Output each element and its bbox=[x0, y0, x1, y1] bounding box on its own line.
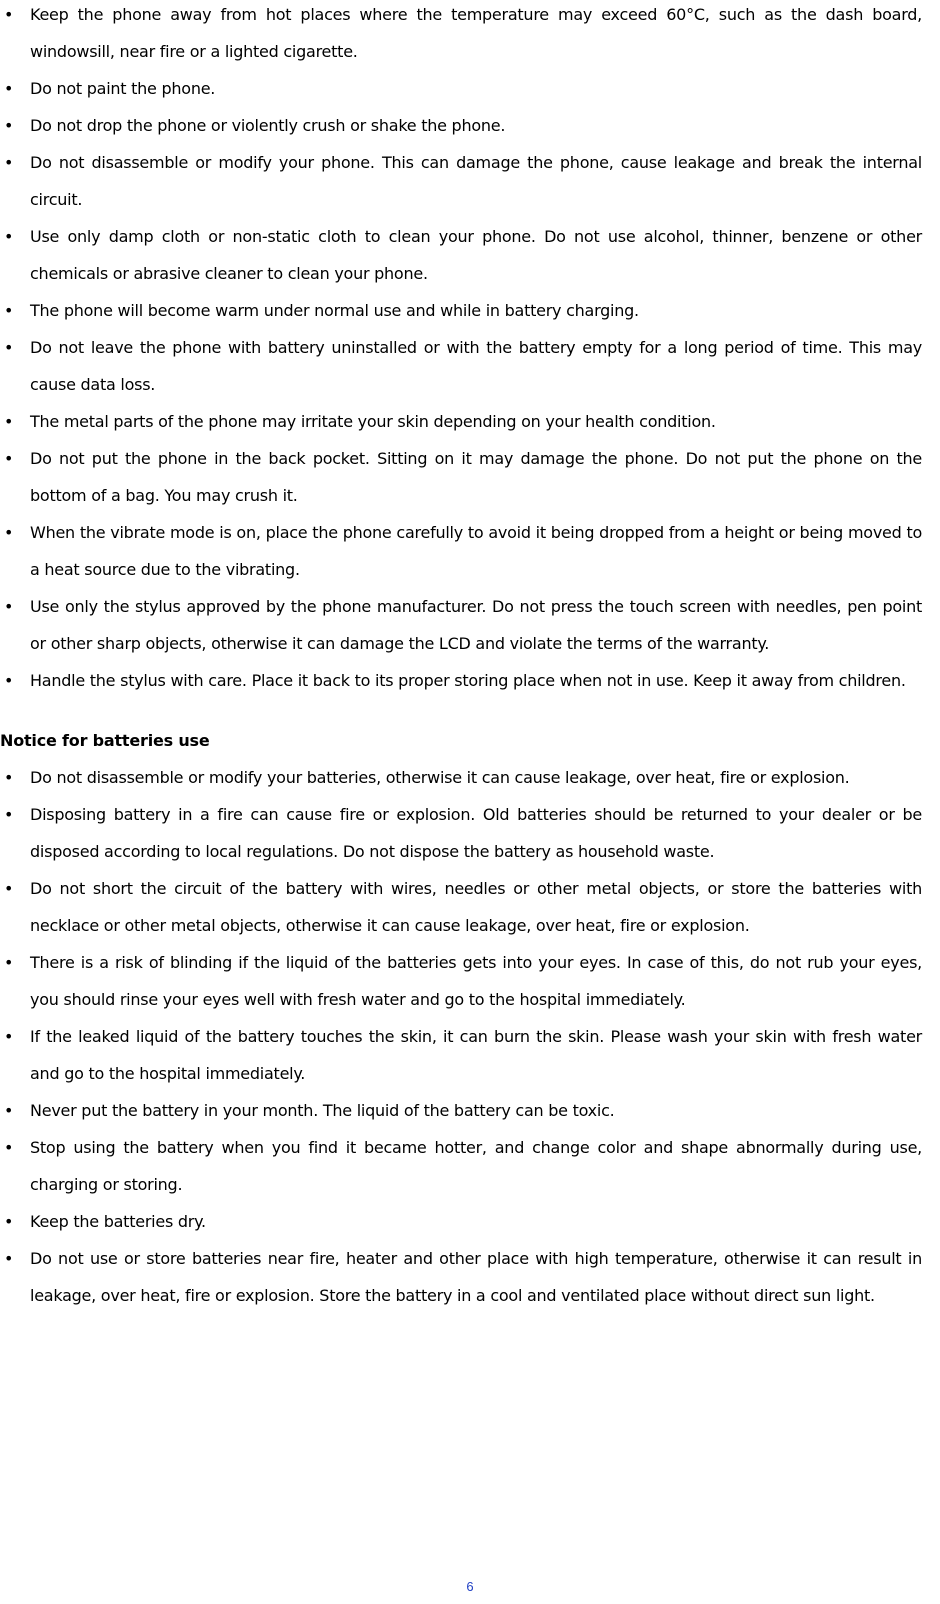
list-item-text: There is a risk of blinding if the liquid of the batteries gets into your eyes. In case of this, do not rub your eyes, you should rinse your eyes well with fresh water and go to the hospital immediately. bbox=[30, 953, 922, 1009]
list-item bbox=[4, 1092, 922, 1129]
bullet-icon: • bbox=[4, 1212, 14, 1231]
bullet-icon: • bbox=[4, 805, 14, 824]
bullet-icon: • bbox=[4, 153, 14, 172]
bullet-icon: • bbox=[4, 338, 14, 357]
bullet-icon: • bbox=[4, 879, 14, 898]
list-item-text: Do not drop the phone or violently crush or shake the phone. bbox=[30, 116, 506, 135]
list-item-text: The phone will become warm under normal use and while in battery charging. bbox=[30, 301, 639, 320]
list-item bbox=[4, 0, 922, 70]
list-item bbox=[4, 1203, 922, 1240]
list-item-text: Do not use or store batteries near fire, heater and other place with high temperature, otherwise it can result in leakage, over heat, fire or explosion. Store the battery in a cool and ventilated place without direct sun light. bbox=[30, 1249, 922, 1305]
batteries-heading: Notice for batteries use bbox=[0, 731, 210, 750]
list-item-text: Stop using the battery when you find it became hotter, and change color and shape abnormally during use, charging or storing. bbox=[30, 1138, 922, 1194]
list-item bbox=[4, 107, 922, 144]
list-item-text: Never put the battery in your month. The liquid of the battery can be toxic. bbox=[30, 1101, 615, 1120]
page-number: 6 bbox=[466, 1579, 474, 1594]
list-item-text: Keep the batteries dry. bbox=[30, 1212, 206, 1231]
list-item-text: Do not disassemble or modify your phone. This can damage the phone, cause leakage and break the internal circuit. bbox=[30, 153, 922, 209]
list-item bbox=[4, 329, 922, 403]
bullet-icon: • bbox=[4, 523, 14, 542]
list-item bbox=[4, 440, 922, 514]
bullet-icon: • bbox=[4, 412, 14, 431]
bullet-icon: • bbox=[4, 116, 14, 135]
list-item bbox=[4, 1129, 922, 1203]
list-item-text: When the vibrate mode is on, place the phone carefully to avoid it being dropped from a height or being moved to a heat source due to the vibrating. bbox=[30, 523, 922, 579]
list-item bbox=[4, 1018, 922, 1092]
list-item bbox=[4, 662, 922, 699]
bullet-icon: • bbox=[4, 671, 14, 690]
bullet-icon: • bbox=[4, 1138, 14, 1157]
list-item bbox=[4, 144, 922, 218]
bullet-icon: • bbox=[4, 768, 14, 787]
bullet-icon: • bbox=[4, 1249, 14, 1268]
list-item bbox=[4, 870, 922, 944]
bullet-icon: • bbox=[4, 597, 14, 616]
phone-care-list bbox=[4, 0, 922, 699]
list-item-text: Use only damp cloth or non-static cloth to clean your phone. Do not use alcohol, thinner, benzene or other chemicals or abrasive cleaner to clean your phone. bbox=[30, 227, 922, 283]
list-item-text: If the leaked liquid of the battery touches the skin, it can burn the skin. Please wash your skin with fresh water and go to the hospital immediately. bbox=[30, 1027, 922, 1083]
list-item-text: Use only the stylus approved by the phone manufacturer. Do not press the touch screen with needles, pen point or other sharp objects, otherwise it can damage the LCD and violate the terms of the warranty. bbox=[30, 597, 922, 653]
list-item bbox=[4, 1240, 922, 1314]
list-item-text: Do not put the phone in the back pocket. Sitting on it may damage the phone. Do not put the phone on the bottom of a bag. You may crush it. bbox=[30, 449, 922, 505]
list-item-text: Keep the phone away from hot places where the temperature may exceed 60°C, such as the dash board, windowsill, near fire or a lighted cigarette. bbox=[30, 5, 922, 61]
list-item bbox=[4, 218, 922, 292]
list-item bbox=[4, 796, 922, 870]
bullet-icon: • bbox=[4, 1101, 14, 1120]
list-item-text: The metal parts of the phone may irritate your skin depending on your health condition. bbox=[30, 412, 716, 431]
list-item-text: Do not short the circuit of the battery with wires, needles or other metal objects, or store the batteries with necklace or other metal objects, otherwise it can cause leakage, over heat, fire or explosion. bbox=[30, 879, 922, 935]
list-item-text: Do not paint the phone. bbox=[30, 79, 216, 98]
bullet-icon: • bbox=[4, 953, 14, 972]
bullet-icon: • bbox=[4, 5, 14, 24]
bullet-icon: • bbox=[4, 1027, 14, 1046]
list-item-text: Disposing battery in a fire can cause fire or explosion. Old batteries should be returned to your dealer or be disposed according to local regulations. Do not dispose the battery as household waste. bbox=[30, 805, 922, 861]
list-item-text: Handle the stylus with care. Place it back to its proper storing place when not in use. Keep it away from children. bbox=[30, 671, 906, 690]
list-item bbox=[4, 588, 922, 662]
list-item-text: Do not leave the phone with battery uninstalled or with the battery empty for a long period of time. This may cause data loss. bbox=[30, 338, 922, 394]
bullet-icon: • bbox=[4, 79, 14, 98]
bullet-icon: • bbox=[4, 227, 14, 246]
bullet-icon: • bbox=[4, 449, 14, 468]
list-item bbox=[4, 292, 922, 329]
list-item bbox=[4, 403, 922, 440]
list-item-text: Do not disassemble or modify your batteries, otherwise it can cause leakage, over heat, fire or explosion. bbox=[30, 768, 850, 787]
list-item bbox=[4, 514, 922, 588]
list-item bbox=[4, 70, 922, 107]
batteries-list bbox=[4, 759, 922, 1314]
list-item bbox=[4, 759, 922, 796]
bullet-icon: • bbox=[4, 301, 14, 320]
list-item bbox=[4, 944, 922, 1018]
